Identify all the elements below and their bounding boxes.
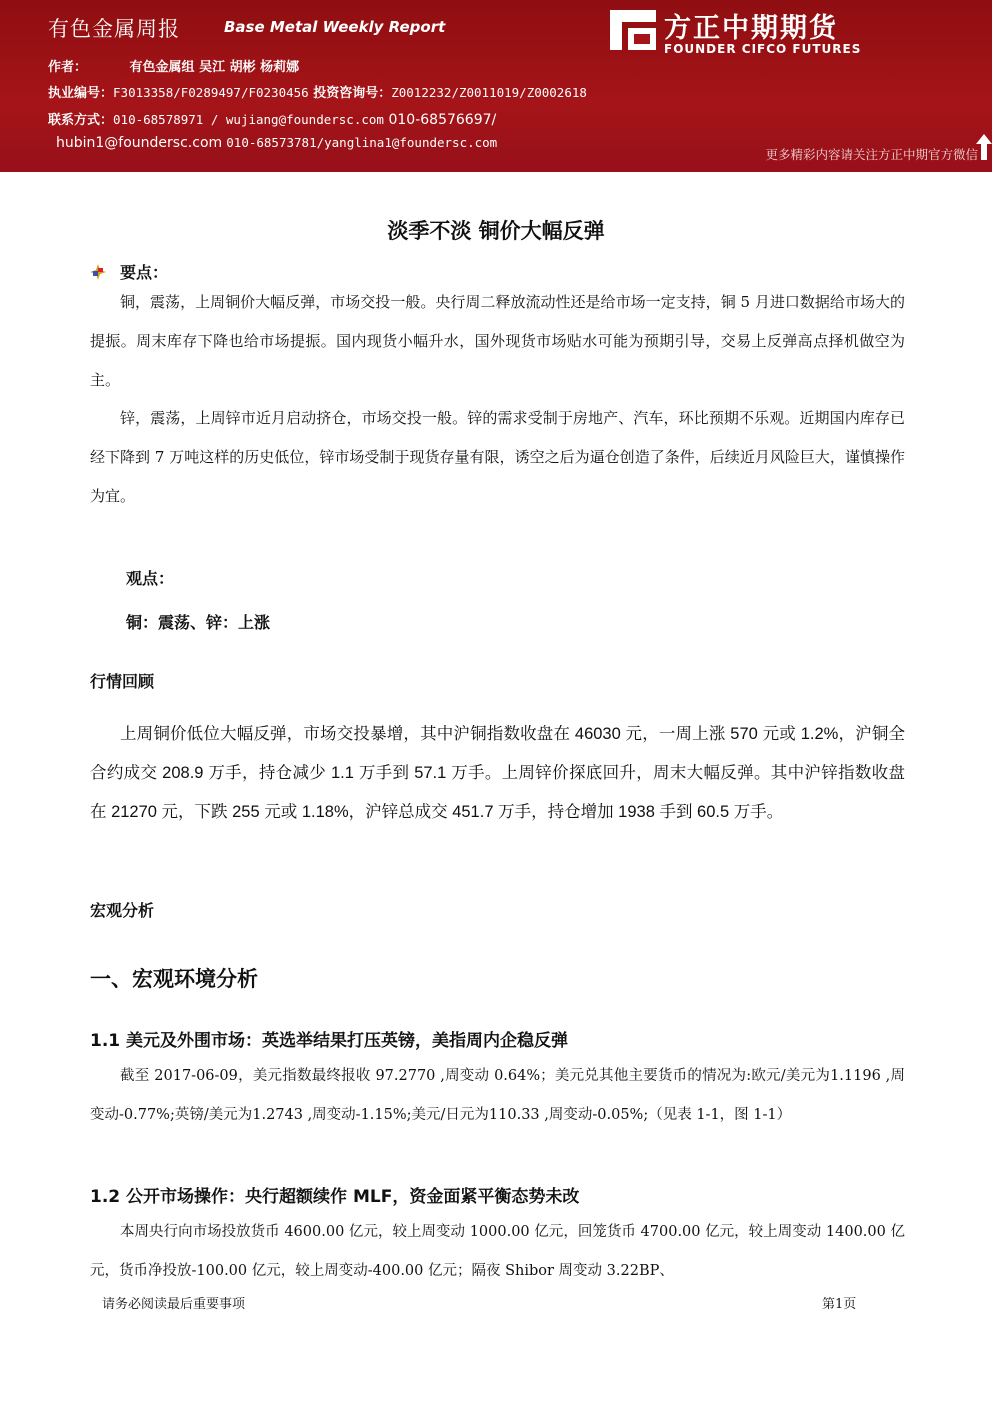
logo-text-en: FOUNDER CIFCO FUTURES (664, 42, 862, 56)
report-title-en: Base Metal Weekly Report (224, 18, 446, 36)
arrow-up-icon (976, 134, 992, 160)
document-title: 淡季不淡 铜价大幅反弹 (387, 219, 605, 243)
contact-line2-a: hubin1@foundersc.com (56, 135, 223, 151)
logo-text-cn: 方正中期期货 (664, 13, 838, 44)
zinc-paragraph: 锌，震荡，上周锌市近月启动挤仓，市场交投一般。锌的需求受制于房地产、汽车，环比预期不乐观。近期国内库存已经下降到 7 万吨这样的历史低位，锌市场受制于现货存量有限，诱空之后为逼仓创造了条件，后续近月风险巨大，谨慎操作为宜。 (90, 409, 905, 505)
contact-label: 联系方式： (48, 113, 114, 128)
view-label: 观点： (126, 569, 175, 588)
contact-line-2 (56, 135, 497, 151)
author-label: 作者： (48, 60, 88, 75)
author-line (48, 56, 299, 75)
founder-logo-icon (604, 8, 660, 52)
page-number: 第1页 (822, 1297, 857, 1312)
wechat-note: 更多精彩内容请关注方正中期官方微信 (765, 147, 978, 162)
section-1-2-paragraph: 本周央行向市场投放货币 4600.00 亿元，较上周变动 1000.00 亿元，回笼货币 4700.00 亿元，较上周变动 1400.00 亿元，货币净投放-100.00 亿元，较上周变动-400.00 亿元；隔夜 Shibor 周变动 3.22BP、 (90, 1224, 905, 1279)
section-1-2-heading: 1.2 公开市场操作：央行超额续作 MLF，资金面紧平衡态势未改 (90, 1187, 580, 1207)
view-text: 铜：震荡、锌：上涨 (126, 613, 271, 632)
review-heading: 行情回顾 (90, 672, 155, 691)
license-codes: F3013358/F0289497/F0230456 (113, 85, 309, 100)
contact-line2-b: 010-68573781/yanglina1@foundersc.com (226, 135, 498, 150)
keypoints-heading (90, 260, 168, 283)
footer-disclaimer: 请务必阅读最后重要事项 (102, 1297, 246, 1312)
license-label: 执业编号： (48, 86, 114, 101)
contact-line1-b: 010-68576697/ (388, 112, 497, 128)
section-1-1-paragraph: 截至 2017-06-09，美元指数最终报收 97.2770 ,周变动 0.64%；美元兑其他主要货币的情况为:欧元/美元为1.1196 ,周变动-0.77%;英镑/美元为1.2743 ,周变动-1.15%;美元/日元为110.33 ,周变动-0.05%;（见表 1-1，图 1-1） (90, 1068, 905, 1123)
authors: 有色金属组 吴江 胡彬 杨莉娜 (129, 60, 300, 75)
section-1-1-heading: 1.1 美元及外围市场：英选举结果打压英镑，美指周内企稳反弹 (90, 1031, 569, 1051)
copper-paragraph: 铜，震荡，上周铜价大幅反弹，市场交投一般。央行周二释放流动性还是给市场一定支持，铜 5 月进口数据给市场大的提振。周末库存下降也给市场提振。国内现货小幅升水，国外现货市场贴水可能为预期引导，交易上反弹高点择机做空为主。 (90, 293, 905, 389)
diamond-bullet-icon (90, 264, 106, 280)
consult-codes: Z0012232/Z0011019/Z0002618 (391, 85, 587, 100)
macro-heading: 宏观分析 (90, 901, 155, 920)
contact-line1-a: 010-68578971 / wujiang@foundersc.com (113, 112, 384, 127)
keypoints-label: 要点： (120, 263, 169, 282)
consult-label: 投资咨询号： (313, 86, 392, 101)
section-1-heading: 一、宏观环境分析 (90, 967, 258, 991)
report-header (0, 0, 992, 172)
contact-line (48, 109, 496, 128)
review-paragraph: 上周铜价低位大幅反弹，市场交投暴增，其中沪铜指数收盘在 46030 元，一周上涨 570 元或 1.2%，沪铜全合约成交 208.9 万手，持仓减少 1.1 万手到 57.1 万手。上周锌价探底回升，周末大幅反弹。其中沪锌指数收盘在 21270 元，下跌 255 元或 1.18%，沪锌总成交 451.7 万手，持仓增加 1938 手到 60.5 万手。 (90, 725, 905, 821)
license-line (48, 82, 587, 101)
report-title-cn: 有色金属周报 (48, 17, 180, 41)
